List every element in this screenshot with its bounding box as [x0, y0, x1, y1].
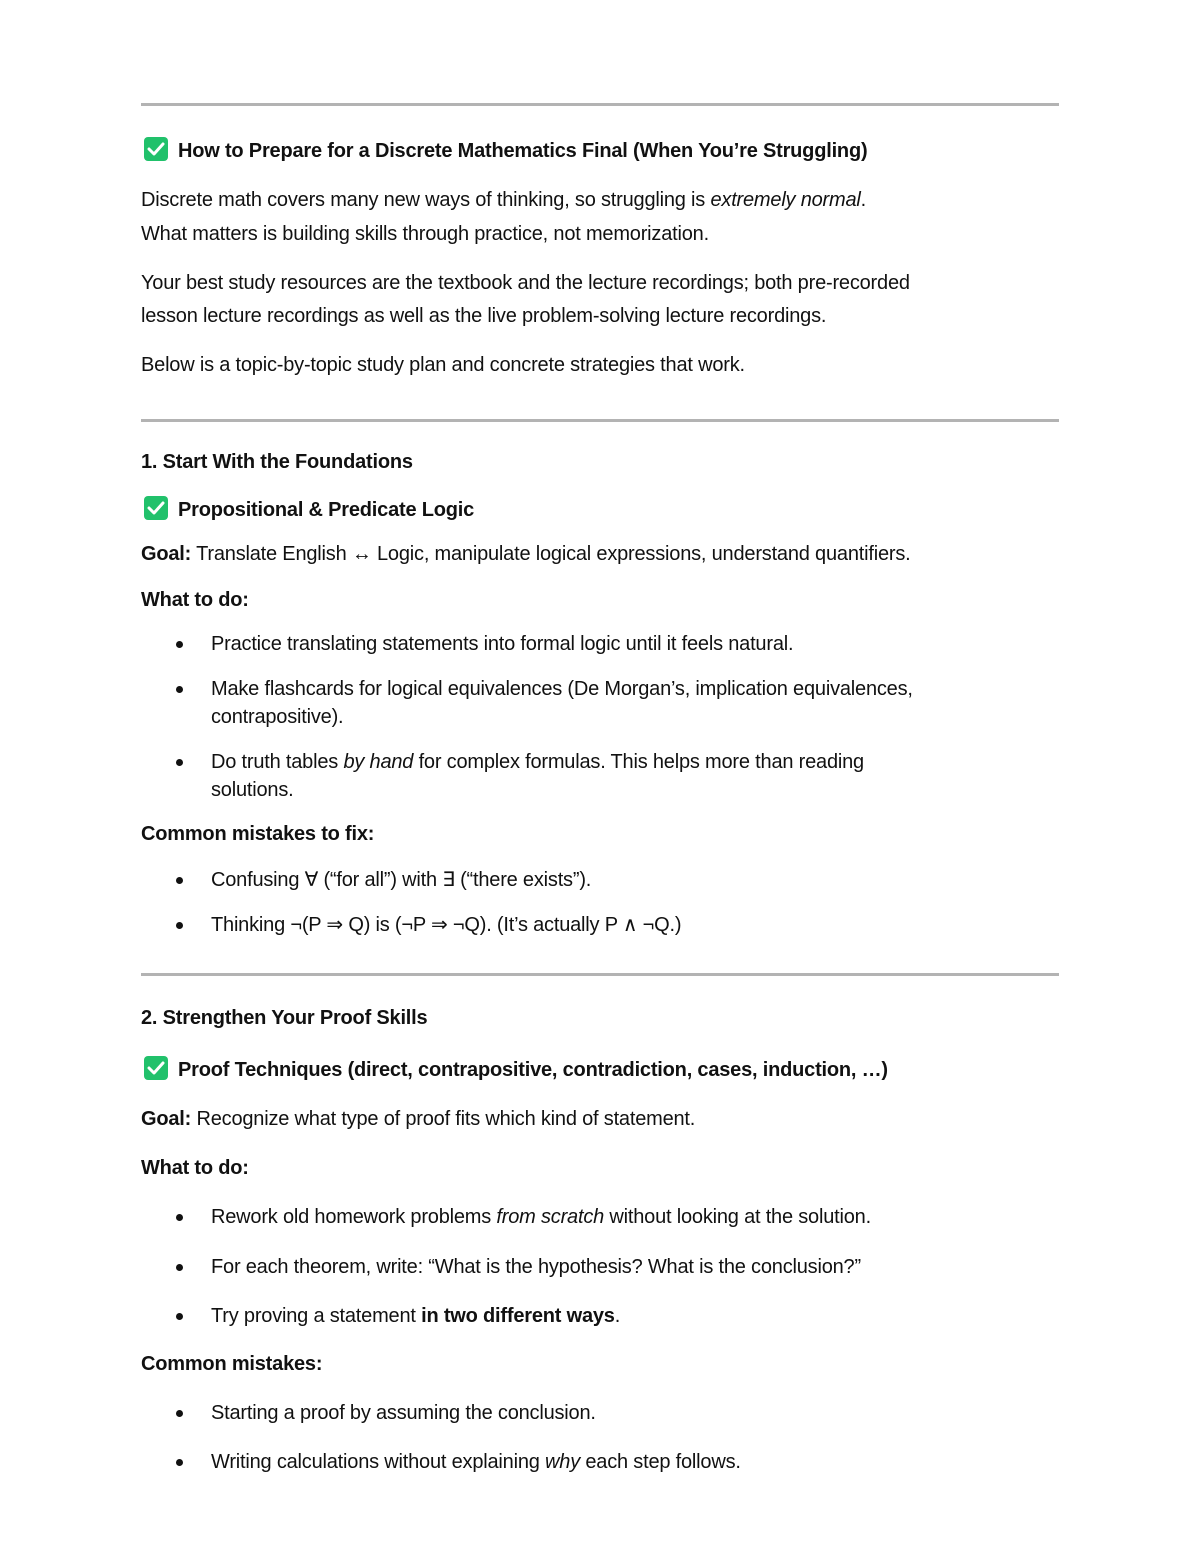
list-item: Thinking ¬(P ⇒ Q) is (¬P ⇒ ¬Q). (It’s actually P ∧ ¬Q.): [211, 914, 682, 936]
list-item: Try proving a statement in two different ways.: [211, 1305, 621, 1327]
list-item: Make flashcards for logical equivalences (De Morgan’s, implication equivalences, contrapositive).: [211, 678, 913, 728]
section-1-subheading: Propositional & Predicate Logic: [144, 496, 474, 524]
section-1-goal: Goal: Translate English ↔ Logic, manipulate logical expressions, understand quantifiers.: [141, 543, 911, 565]
bullet: [176, 1313, 183, 1320]
page-title-text: How to Prepare for a Discrete Mathematics Final (When You’re Struggling): [178, 140, 868, 162]
section-divider: [141, 973, 1059, 976]
bullet: [176, 759, 183, 766]
page-title: [144, 137, 867, 165]
list-item: Writing calculations without explaining why each step follows.: [211, 1451, 741, 1473]
section-2-goal: Goal: Recognize what type of proof fits which kind of statement.: [141, 1108, 696, 1130]
bullet: [176, 1459, 183, 1466]
section-2-mistakes-label: Common mistakes:: [141, 1353, 323, 1375]
section-2-heading: 2. Strengthen Your Proof Skills: [141, 1007, 428, 1029]
list-item: For each theorem, write: “What is the hypothesis? What is the conclusion?”: [211, 1256, 861, 1278]
section-1-heading: 1. Start With the Foundations: [141, 451, 413, 473]
bullet: [176, 1410, 183, 1417]
top-divider: [141, 103, 1059, 106]
bullet: [176, 1264, 183, 1271]
list-item: Confusing ∀ (“for all”) with ∃ (“there exists”).: [211, 869, 592, 891]
check-icon: [144, 496, 168, 520]
check-icon: [144, 137, 168, 161]
check-icon: [144, 1056, 168, 1080]
bullet: [176, 1214, 183, 1221]
list-item: Do truth tables by hand for complex formulas. This helps more than reading solutions.: [211, 751, 864, 801]
section-divider: [141, 419, 1059, 422]
bullet: [176, 922, 183, 929]
section-1-mistakes-label: Common mistakes to fix:: [141, 823, 375, 845]
bullet: [176, 877, 183, 884]
intro-paragraph-2-line-2: lesson lecture recordings as well as the live problem-solving lecture recordings.: [141, 305, 827, 327]
list-item: Starting a proof by assuming the conclusion.: [211, 1402, 596, 1424]
section-2-todo-label: What to do:: [141, 1157, 249, 1179]
section-1-todo-label: What to do:: [141, 589, 249, 611]
section-2-subheading: Proof Techniques (direct, contrapositive, contradiction, cases, induction, …): [144, 1056, 888, 1084]
list-item: Practice translating statements into formal logic until it feels natural.: [211, 633, 794, 655]
bullet: [176, 686, 183, 693]
intro-paragraph-3: Below is a topic-by-topic study plan and concrete strategies that work.: [141, 354, 745, 376]
intro-paragraph-1-line-2: What matters is building skills through practice, not memorization.: [141, 223, 709, 245]
list-item: Rework old homework problems from scratch without looking at the solution.: [211, 1206, 871, 1228]
intro-paragraph-1: Discrete math covers many new ways of thinking, so struggling is extremely normal.: [141, 189, 867, 211]
bullet: [176, 641, 183, 648]
intro-paragraph-2: Your best study resources are the textbook and the lecture recordings; both pre-recorded: [141, 272, 910, 294]
